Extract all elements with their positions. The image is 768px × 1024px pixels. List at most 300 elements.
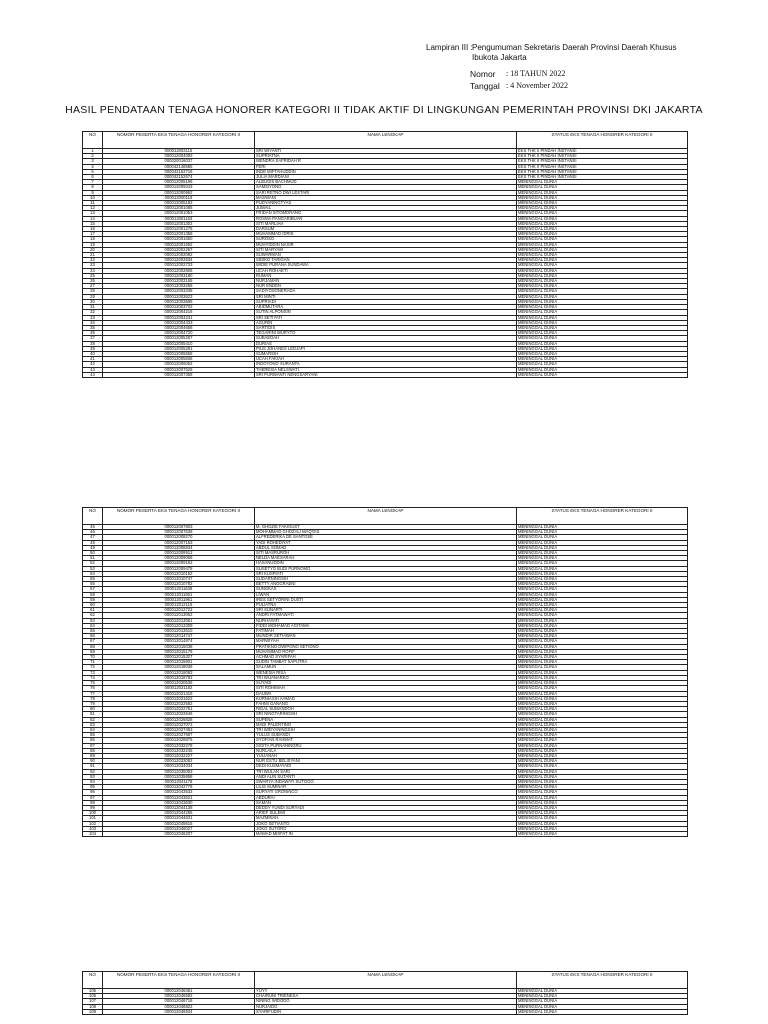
row-no: 13: [83, 211, 103, 216]
row-status: EKS THK II PINDAH INSTANSI: [517, 149, 688, 154]
row-status: MENINGGAL DUNIA: [517, 185, 688, 190]
row-nama: ARIEF SULEMI: [255, 811, 517, 816]
row-nama: SITI MARLIAH: [255, 221, 517, 226]
row-no: 95: [83, 785, 103, 790]
row-nomor-peserta: 000012000116: [103, 195, 255, 200]
row-status: MENINGGAL DUNIA: [517, 733, 688, 738]
row-no: 108: [83, 1004, 103, 1009]
row-no: 6: [83, 175, 103, 180]
row-no: 56: [83, 582, 103, 587]
document-title: HASIL PENDATAAN TENAGA HONORER KATEGORI II TIDAK AKTIF DI LINGKUNGAN PEMERINTAH PROVINSI DKI JAKARTA: [65, 104, 703, 116]
row-no: 75: [83, 681, 103, 686]
row-status: MENINGGAL DUNIA: [517, 351, 688, 356]
row-status: MENINGGAL DUNIA: [517, 587, 688, 592]
row-nomor-peserta: 000012022646: [103, 712, 255, 717]
row-nomor-peserta: 000012007358: [103, 372, 255, 377]
row-status: MENINGGAL DUNIA: [517, 315, 688, 320]
honorer-table-2: [82, 507, 688, 837]
row-nomor-peserta: 000012013610: [103, 629, 255, 634]
row-status: MENINGGAL DUNIA: [517, 816, 688, 821]
row-status: MENINGGAL DUNIA: [517, 206, 688, 211]
row-nomor-peserta: 000012003180: [103, 273, 255, 278]
row-status: MENINGGAL DUNIA: [517, 216, 688, 221]
tanggal-label: Tanggal: [470, 81, 500, 91]
row-status: MENINGGAL DUNIA: [517, 592, 688, 597]
document-header: [0, 0, 768, 125]
row-nomor-peserta: 000012005836: [103, 357, 255, 362]
row-nama: SRI KUSPIATI: [255, 571, 517, 576]
row-no: 68: [83, 644, 103, 649]
row-no: 17: [83, 232, 103, 237]
row-no: 107: [83, 999, 103, 1004]
row-nomor-peserta: 000012046027: [103, 826, 255, 831]
row-no: 81: [83, 712, 103, 717]
row-nomor-peserta: 000012008270: [103, 535, 255, 540]
row-nomor-peserta: 000012027453: [103, 727, 255, 732]
row-nama: SITI MASRUROH: [255, 551, 517, 556]
row-status: MENINGGAL DUNIA: [517, 273, 688, 278]
row-nama: JOKO SETIANTO: [255, 821, 517, 826]
row-status: MENINGGAL DUNIA: [517, 310, 688, 315]
row-no: 84: [83, 727, 103, 732]
row-status: MENINGGAL DUNIA: [517, 764, 688, 769]
row-no: 65: [83, 629, 103, 634]
row-nomor-peserta: 000012003623: [103, 294, 255, 299]
row-nomor-peserta: 000042148585: [103, 164, 255, 169]
row-nomor-peserta: 000012010747: [103, 577, 255, 582]
row-status: MENINGGAL DUNIA: [517, 759, 688, 764]
header-nama: NAMA LENGKAP: [255, 972, 517, 989]
row-status: MENINGGAL DUNIA: [517, 195, 688, 200]
row-nama: MUNDIR SETIAWAN: [255, 634, 517, 639]
row-status: MENINGGAL DUNIA: [517, 999, 688, 1004]
honorer-table-1: [82, 131, 688, 378]
row-status: MENINGGAL DUNIA: [517, 738, 688, 743]
row-nama: ABDUL SOMAD: [255, 545, 517, 550]
row-nomor-peserta: 000012005196: [103, 180, 255, 185]
row-no: 23: [83, 263, 103, 268]
row-nomor-peserta: 000012033082: [103, 759, 255, 764]
row-status: MENINGGAL DUNIA: [517, 660, 688, 665]
row-status: MENINGGAL DUNIA: [517, 795, 688, 800]
table-row: [83, 372, 688, 377]
row-nama: WIDIE PURANA SUNDAWA: [255, 263, 517, 268]
row-no: 101: [83, 816, 103, 821]
row-nama: TRI WIDYANINGSIH: [255, 727, 517, 732]
row-no: 39: [83, 346, 103, 351]
row-status: MENINGGAL DUNIA: [517, 629, 688, 634]
row-nama: DEDDY YUNDI SURYADI: [255, 805, 517, 810]
row-status: MENINGGAL DUNIA: [517, 785, 688, 790]
row-no: 20: [83, 247, 103, 252]
row-no: 26: [83, 279, 103, 284]
row-nama: SADIYOSONERADA: [255, 289, 517, 294]
row-status: MENINGGAL DUNIA: [517, 727, 688, 732]
row-nama: NUR ENDEN: [255, 284, 517, 289]
row-no: 97: [83, 795, 103, 800]
row-status: MENINGGAL DUNIA: [517, 597, 688, 602]
table-block-3: [82, 971, 687, 1015]
header-nomor: NOMOR PESERTA EKS TENAGA HONORER KATEGORI II: [103, 132, 255, 149]
row-nama: NELDA MAESARAH: [255, 556, 517, 561]
row-nama: MAZMINAH: [255, 816, 517, 821]
row-nama: SRI SETIYATI: [255, 315, 517, 320]
row-status: MENINGGAL DUNIA: [517, 341, 688, 346]
row-nomor-peserta: 000012009478: [103, 566, 255, 571]
row-nomor-peserta: 000012001650: [103, 237, 255, 242]
row-nama: FATIMAH: [255, 629, 517, 634]
row-no: 62: [83, 613, 103, 618]
row-no: 8: [83, 185, 103, 190]
row-nama: SYOFIAN RAHMAT: [255, 738, 517, 743]
row-nomor-peserta: 000012001592: [103, 242, 255, 247]
row-no: 93: [83, 774, 103, 779]
row-no: 19: [83, 242, 103, 247]
row-nama: SUTIN ALPONSIN: [255, 310, 517, 315]
row-nama: CHAIRUNI TRIENESA: [255, 994, 517, 999]
row-nomor-peserta: 000012032245: [103, 748, 255, 753]
row-nomor-peserta: 000012002634: [103, 258, 255, 263]
row-nomor-peserta: 000012027072: [103, 722, 255, 727]
row-nomor-peserta: 000012002267: [103, 247, 255, 252]
table-block-2: [82, 507, 687, 837]
row-no: 64: [83, 623, 103, 628]
row-status: MENINGGAL DUNIA: [517, 294, 688, 299]
nomor-label: Nomor: [470, 69, 496, 79]
row-nama: SRI NINGTARINGSIH: [255, 712, 517, 717]
row-nama: ABDURAI: [255, 795, 517, 800]
row-status: EKS THK II PINDAH INSTANSI: [517, 159, 688, 164]
row-no: 85: [83, 733, 103, 738]
row-no: 49: [83, 545, 103, 550]
row-status: EKS THK II PINDAH INSTANSI: [517, 169, 688, 174]
row-nama: KURNIASIH AHMAD: [255, 696, 517, 701]
row-nomor-peserta: 000012003165: [103, 279, 255, 284]
row-nama: WENESIA RISA: [255, 670, 517, 675]
row-nama: SARTIDIS: [255, 325, 517, 330]
row-nomor-peserta: 000012044138: [103, 805, 255, 810]
row-nama: SAMSIYONO: [255, 185, 517, 190]
row-no: 60: [83, 603, 103, 608]
row-nomor-peserta: 000012046934: [103, 1009, 255, 1014]
row-nama: SUNGKAS: [255, 587, 517, 592]
row-nomor-peserta: 000012001153: [103, 216, 255, 221]
row-status: MENINGGAL DUNIA: [517, 362, 688, 367]
header-status: STATUS EKS TENAGA HONORER KATEGORI II: [517, 132, 688, 149]
row-nomor-peserta: 000012002082: [103, 253, 255, 258]
row-nama: MARWIYAH: [255, 639, 517, 644]
tanggal-value: : 4 November 2022: [506, 81, 568, 90]
row-no: 24: [83, 268, 103, 273]
row-no: 1: [83, 149, 103, 154]
row-status: MENINGGAL DUNIA: [517, 284, 688, 289]
row-nama: YADI ROHEDIYAT: [255, 540, 517, 545]
honorer-table-3: [82, 971, 688, 1015]
header-status: STATUS EKS TENAGA HONORER KATEGORI II: [517, 972, 688, 989]
header-status: STATUS EKS TENAGA HONORER KATEGORI II: [517, 508, 688, 525]
row-nama: YULIANAH: [255, 753, 517, 758]
header-no: NO: [83, 972, 103, 989]
row-nama: MUHYIDDIN NASIR: [255, 242, 517, 247]
row-no: 52: [83, 561, 103, 566]
row-nama: PRATIKNO DWIPONO SETIONO: [255, 644, 517, 649]
row-no: 14: [83, 216, 103, 221]
row-no: 105: [83, 989, 103, 994]
row-nama: NUR ESTU BELISYANI: [255, 759, 517, 764]
row-status: MENINGGAL DUNIA: [517, 1009, 688, 1014]
row-no: 63: [83, 618, 103, 623]
row-nomor-peserta: 000012004216: [103, 310, 255, 315]
row-status: MENINGGAL DUNIA: [517, 805, 688, 810]
row-nama: SUDARNINGSIH: [255, 577, 517, 582]
row-nomor-peserta: 000012001053: [103, 211, 255, 216]
row-nama: NURJAMAN: [255, 279, 517, 284]
row-no: 5: [83, 169, 103, 174]
row-status: MENINGGAL DUNIA: [517, 253, 688, 258]
table-block-1: [82, 131, 687, 378]
row-no: 44: [83, 372, 103, 377]
row-nama: ANDI ALIN SUTANTI: [255, 774, 517, 779]
row-nomor-peserta: 000012008912: [103, 551, 255, 556]
row-nomor-peserta: 000012028875: [103, 738, 255, 743]
row-nomor-peserta: 000042152674: [103, 175, 255, 180]
row-status: MENINGGAL DUNIA: [517, 561, 688, 566]
row-status: MENINGGAL DUNIA: [517, 634, 688, 639]
row-nama: DAUWA: [255, 691, 517, 696]
row-no: 2: [83, 154, 103, 159]
row-nomor-peserta: 000012004720: [103, 331, 255, 336]
row-status: EKS THK II PINDAH INSTANSI: [517, 154, 688, 159]
row-nomor-peserta: 000012014747: [103, 634, 255, 639]
row-no: 102: [83, 821, 103, 826]
row-status: MENINGGAL DUNIA: [517, 644, 688, 649]
row-nama: MASWANI: [255, 195, 517, 200]
row-nomor-peserta: 000012018782: [103, 675, 255, 680]
row-nomor-peserta: 000012005291: [103, 346, 255, 351]
row-no: 96: [83, 790, 103, 795]
row-status: MENINGGAL DUNIA: [517, 707, 688, 712]
row-nomor-peserta: 000012035093: [103, 769, 255, 774]
row-nomor-peserta: 000012035658: [103, 774, 255, 779]
row-nomor-peserta: 000012011961: [103, 597, 255, 602]
row-nama: JUMAIL: [255, 206, 517, 211]
row-status: MENINGGAL DUNIA: [517, 545, 688, 550]
row-nomor-peserta: 000012015327: [103, 655, 255, 660]
row-status: MENINGGAL DUNIA: [517, 305, 688, 310]
lampiran-text: Pengumuman Sekretaris Daerah Provinsi Daerah Khusus Ibukota Jakarta: [472, 43, 677, 62]
row-nomor-peserta: 000012011651: [103, 592, 255, 597]
row-status: MENINGGAL DUNIA: [517, 540, 688, 545]
row-nomor-peserta: 000012021416: [103, 691, 255, 696]
row-nomor-peserta: 000012011638: [103, 587, 255, 592]
row-status: MENINGGAL DUNIA: [517, 696, 688, 701]
row-no: 100: [83, 811, 103, 816]
row-nama: SIDIKO TARIGAN: [255, 258, 517, 263]
row-nama: IRES SETYORINI DUSTI: [255, 597, 517, 602]
row-nama: NURLAILA: [255, 748, 517, 753]
row-nomor-peserta: 000020016037: [103, 159, 255, 164]
lampiran-label: Lampiran III :: [426, 43, 473, 52]
row-nama: FIDDI MOHAMAD AGITAMA: [255, 623, 517, 628]
row-nomor-peserta: 000012020536: [103, 681, 255, 686]
row-no: 7: [83, 180, 103, 185]
row-status: MENINGGAL DUNIA: [517, 994, 688, 999]
row-nama: ACHMAD SYARIFAH: [255, 655, 517, 660]
header-nama: NAMA LENGKAP: [255, 132, 517, 149]
row-nomor-peserta: 000012005410: [103, 341, 255, 346]
row-status: MENINGGAL DUNIA: [517, 242, 688, 247]
header-nama: NAMA LENGKAP: [255, 508, 517, 525]
row-nomor-peserta: 000012010152: [103, 571, 255, 576]
row-nama: DARSUM: [255, 227, 517, 232]
row-nomor-peserta: 000012044631: [103, 816, 255, 821]
row-status: MENINGGAL DUNIA: [517, 227, 688, 232]
row-no: 104: [83, 831, 103, 836]
row-no: 106: [83, 994, 103, 999]
row-status: MENINGGAL DUNIA: [517, 681, 688, 686]
row-nomor-peserta: 000012015038: [103, 644, 255, 649]
nomor-value: : 18 TAHUN 2022: [506, 69, 566, 78]
header-no: NO: [83, 132, 103, 149]
row-nama: LIWAN: [255, 592, 517, 597]
row-nomor-peserta: 000012034034: [103, 764, 255, 769]
row-nama: PULIATNA: [255, 603, 517, 608]
row-nama: SRI WIYANTI: [255, 149, 517, 154]
row-no: 28: [83, 289, 103, 294]
row-no: 50: [83, 551, 103, 556]
row-status: MENINGGAL DUNIA: [517, 571, 688, 576]
row-status: MENINGGAL DUNIA: [517, 774, 688, 779]
row-nomor-peserta: 000012012116: [103, 603, 255, 608]
table-body: [83, 149, 688, 378]
row-nomor-peserta: 000012008834: [103, 545, 255, 550]
row-no: 54: [83, 571, 103, 576]
row-no: 86: [83, 738, 103, 743]
row-status: MENINGGAL DUNIA: [517, 268, 688, 273]
row-nama: NURHAYATI: [255, 618, 517, 623]
row-no: 22: [83, 258, 103, 263]
row-status: MENINGGAL DUNIA: [517, 608, 688, 613]
row-nama: JULIA MARDIANI: [255, 175, 517, 180]
row-nama: SRI MINTI: [255, 294, 517, 299]
row-nama: ANDRI FATMAWATI: [255, 613, 517, 618]
row-nomor-peserta: 000012004093: [103, 154, 255, 159]
row-nomor-peserta: 000012000962: [103, 190, 255, 195]
row-nama: UCAH FAKIAH: [255, 357, 517, 362]
row-no: 36: [83, 331, 103, 336]
row-nama: SURYATI GRONINCO: [255, 790, 517, 795]
row-nomor-peserta: 000012003256: [103, 284, 255, 289]
row-nama: M. GHOZIE FAKIGUST: [255, 525, 517, 530]
row-nomor-peserta: 000012032227: [103, 753, 255, 758]
row-status: MENINGGAL DUNIA: [517, 357, 688, 362]
row-nomor-peserta: 000012046461: [103, 989, 255, 994]
row-no: 73: [83, 670, 103, 675]
row-nama: SUPRIADI: [255, 299, 517, 304]
row-no: 109: [83, 1009, 103, 1014]
row-nama: FERI: [255, 164, 517, 169]
row-nama: LILIS SUMINAR: [255, 785, 517, 790]
row-nomor-peserta: 000012004241: [103, 315, 255, 320]
row-status: MENINGGAL DUNIA: [517, 790, 688, 795]
row-no: 32: [83, 310, 103, 315]
row-status: MENINGGAL DUNIA: [517, 722, 688, 727]
row-nomor-peserta: 000012022761: [103, 707, 255, 712]
row-nama: SUBAEDAH: [255, 336, 517, 341]
row-no: 90: [83, 759, 103, 764]
row-no: 67: [83, 639, 103, 644]
row-nomor-peserta: 000012005043: [103, 185, 255, 190]
row-status: MENINGGAL DUNIA: [517, 717, 688, 722]
row-status: MENINGGAL DUNIA: [517, 712, 688, 717]
row-nomor-peserta: 000012041178: [103, 779, 255, 784]
row-nomor-peserta: 000012012722: [103, 608, 255, 613]
row-nama: MOHAMMAD GHOZALI MAQ'DIS: [255, 530, 517, 535]
row-status: MENINGGAL DUNIA: [517, 623, 688, 628]
row-no: 15: [83, 221, 103, 226]
row-nomor-peserta: 000012032278: [103, 743, 255, 748]
row-status: MENINGGAL DUNIA: [517, 769, 688, 774]
row-status: MENINGGAL DUNIA: [517, 221, 688, 226]
row-nama: AGURIN: [255, 320, 517, 325]
row-nama: SUROSO: [255, 237, 517, 242]
row-status: MENINGGAL DUNIA: [517, 670, 688, 675]
row-nama: NINING WIDODO: [255, 999, 517, 1004]
row-no: 25: [83, 273, 103, 278]
row-status: MENINGGAL DUNIA: [517, 649, 688, 654]
row-nomor-peserta: 000012001302: [103, 221, 255, 226]
row-nomor-peserta: 000012005558: [103, 351, 255, 356]
row-no: 33: [83, 315, 103, 320]
row-nomor-peserta: 000012003685: [103, 299, 255, 304]
row-no: 82: [83, 717, 103, 722]
row-no: 69: [83, 649, 103, 654]
table-body: [83, 525, 688, 837]
row-nama: INDE MIFTAHUDDIN: [255, 169, 517, 174]
row-nama: ABIDMUTARA: [255, 305, 517, 310]
row-status: MENINGGAL DUNIA: [517, 821, 688, 826]
row-no: 42: [83, 362, 103, 367]
row-no: 91: [83, 764, 103, 769]
row-nomor-peserta: 000012015176: [103, 649, 255, 654]
row-nama: YULUS SUBANDI: [255, 733, 517, 738]
row-nomor-peserta: 000012005182: [103, 201, 255, 206]
row-no: 61: [83, 608, 103, 613]
row-nama: SWARYA INDAWATI SUTOGO: [255, 779, 517, 784]
row-no: 59: [83, 597, 103, 602]
row-nomor-peserta: 000012007526: [103, 367, 255, 372]
row-nama: MAMAD MISFAT IN: [255, 831, 517, 836]
row-status: MENINGGAL DUNIA: [517, 525, 688, 530]
row-nomor-peserta: 000012007536: [103, 530, 255, 535]
row-no: 98: [83, 800, 103, 805]
row-no: 12: [83, 206, 103, 211]
row-no: 87: [83, 743, 103, 748]
row-status: MENINGGAL DUNIA: [517, 299, 688, 304]
row-status: MENINGGAL DUNIA: [517, 691, 688, 696]
row-nomor-peserta: 000012021623: [103, 696, 255, 701]
row-nama: SITI MARYAM: [255, 247, 517, 252]
row-status: MENINGGAL DUNIA: [517, 743, 688, 748]
row-status: MENINGGAL DUNIA: [517, 289, 688, 294]
row-no: 71: [83, 660, 103, 665]
row-status: MENINGGAL DUNIA: [517, 655, 688, 660]
row-no: 80: [83, 707, 103, 712]
row-status: EKS THK II PINDAH INSTANSI: [517, 175, 688, 180]
row-no: 92: [83, 769, 103, 774]
row-nama: ALFREDERIKA DE SANTOSE: [255, 535, 517, 540]
row-nomor-peserta: 000012009056: [103, 556, 255, 561]
